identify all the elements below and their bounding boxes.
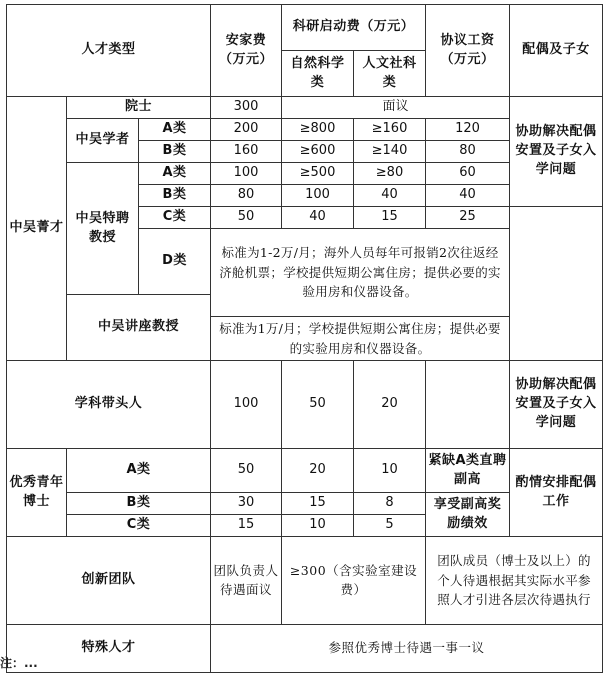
professor-d-grade: D类 <box>139 229 211 295</box>
scholar-label: 中吴学者 <box>67 119 139 163</box>
academician-settle: 300 <box>211 97 282 119</box>
professor-label: 中吴特聘教授 <box>67 163 139 295</box>
scholar-b-grade: B类 <box>139 141 211 163</box>
zhongwu-spouse: 协助解决配偶安置及子女入学问题 <box>510 97 603 207</box>
youth-b-settle: 30 <box>211 493 282 515</box>
group-zhongwu: 中吴菁才 <box>7 97 67 361</box>
professor-b-hum: 40 <box>354 185 426 207</box>
youth-spouse: 酌情安排配偶工作 <box>510 449 603 537</box>
youth-c-grade: C类 <box>67 515 211 537</box>
leader-sci: 50 <box>282 361 354 449</box>
lecture-note: 标准为1万/月；学校提供短期公寓住房；提供必要的实验用房和仪器设备。 <box>211 317 510 361</box>
professor-a-hum: ≥80 <box>354 163 426 185</box>
header-humanities: 人文社科类 <box>354 51 426 97</box>
professor-c-grade: C类 <box>139 207 211 229</box>
scholar-a-sci: ≥800 <box>282 119 354 141</box>
footer-note-fragment: 注：... <box>0 656 38 670</box>
leader-spouse: 协助解决配偶安置及子女入学问题 <box>510 361 603 449</box>
professor-b-settle: 80 <box>211 185 282 207</box>
professor-a-grade: A类 <box>139 163 211 185</box>
scholar-b-settle: 160 <box>211 141 282 163</box>
professor-b-sci: 100 <box>282 185 354 207</box>
professor-a-sci: ≥500 <box>282 163 354 185</box>
academician-label: 院士 <box>67 97 211 119</box>
professor-b-grade: B类 <box>139 185 211 207</box>
header-settle-fee: 安家费（万元） <box>211 5 282 97</box>
zhongwu-spouse-blank <box>510 207 603 361</box>
header-research-fee: 科研启动费（万元） <box>282 5 426 51</box>
team-note: 团队成员（博士及以上）的个人待遇根据其实际水平参照人才引进各层次待遇执行 <box>426 537 603 625</box>
leader-hum: 20 <box>354 361 426 449</box>
scholar-a-hum: ≥160 <box>354 119 426 141</box>
youth-b-grade: B类 <box>67 493 211 515</box>
professor-a-salary: 60 <box>426 163 510 185</box>
scholar-b-salary: 80 <box>426 141 510 163</box>
team-research: ≥300（含实验室建设费） <box>282 537 426 625</box>
group-youth: 优秀青年博士 <box>7 449 67 537</box>
team-settle: 团队负责人待遇面议 <box>211 537 282 625</box>
youth-salary-a: 紧缺A类直聘副高 <box>426 449 510 493</box>
header-spouse: 配偶及子女 <box>510 5 603 97</box>
youth-c-settle: 15 <box>211 515 282 537</box>
leader-label: 学科带头人 <box>7 361 211 449</box>
professor-a-settle: 100 <box>211 163 282 185</box>
youth-c-sci: 10 <box>282 515 354 537</box>
leader-salary-blank <box>426 361 510 449</box>
scholar-b-sci: ≥600 <box>282 141 354 163</box>
youth-salary-bc: 享受副高奖励绩效 <box>426 493 510 537</box>
professor-c-settle: 50 <box>211 207 282 229</box>
header-talent-type: 人才类型 <box>7 5 211 97</box>
youth-a-settle: 50 <box>211 449 282 493</box>
scholar-a-grade: A类 <box>139 119 211 141</box>
header-salary: 协议工资（万元） <box>426 5 510 97</box>
youth-a-hum: 10 <box>354 449 426 493</box>
professor-c-salary: 25 <box>426 207 510 229</box>
youth-a-grade: A类 <box>67 449 211 493</box>
header-science: 自然科学类 <box>282 51 354 97</box>
academician-research: 面议 <box>282 97 510 119</box>
youth-b-sci: 15 <box>282 493 354 515</box>
talent-policy-table <box>6 4 603 673</box>
professor-b-salary: 40 <box>426 185 510 207</box>
youth-c-hum: 5 <box>354 515 426 537</box>
professor-c-sci: 40 <box>282 207 354 229</box>
leader-settle: 100 <box>211 361 282 449</box>
professor-c-hum: 15 <box>354 207 426 229</box>
professor-d-note: 标准为1-2万/月；海外人员每年可报销2次往返经济舱机票；学校提供短期公寓住房；提供必要的实验用房和仪器设备。 <box>211 229 510 317</box>
youth-b-hum: 8 <box>354 493 426 515</box>
youth-a-sci: 20 <box>282 449 354 493</box>
special-note: 参照优秀博士待遇一事一议 <box>211 625 603 673</box>
scholar-a-salary: 120 <box>426 119 510 141</box>
scholar-a-settle: 200 <box>211 119 282 141</box>
scholar-b-hum: ≥140 <box>354 141 426 163</box>
team-label: 创新团队 <box>7 537 211 625</box>
lecture-label: 中吴讲座教授 <box>67 295 211 361</box>
special-label: 特殊人才 <box>7 625 211 673</box>
